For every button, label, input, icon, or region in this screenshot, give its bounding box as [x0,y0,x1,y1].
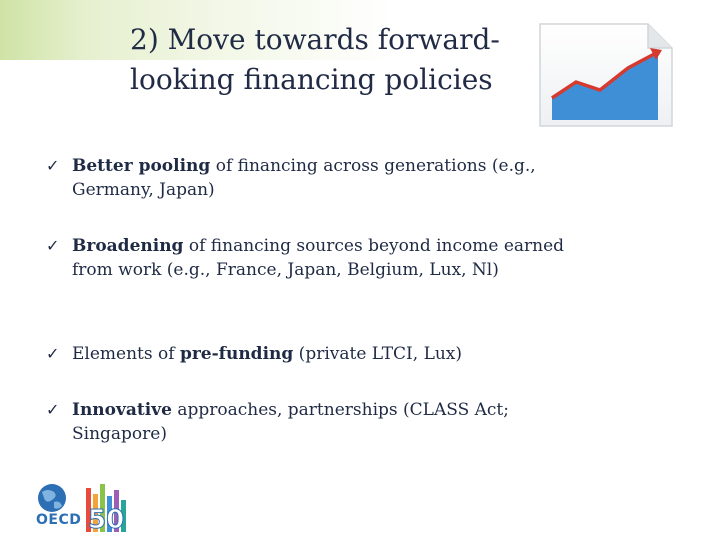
title-line-2: looking financing policies [130,63,493,96]
bullet-text: (private LTCI, Lux) [293,344,463,364]
bullet-bold: Broadening [72,236,184,256]
logo-word: OECD [36,512,82,528]
title-line-1: 2) Move towards forward- [130,23,500,56]
bullet-bold: Better pooling [72,156,211,176]
bullet-text: of financing sources beyond income earned from work (e.g., France, Japan, Belgium, Lux, Nl) [72,236,565,280]
logo-number: 50 [88,505,125,534]
check-icon: ✓ [46,236,60,255]
slide-title [130,20,530,100]
bullet-text: of financing across generations (e.g., Germany, Japan) [72,156,536,200]
bullet-bold: pre-funding [179,344,294,364]
check-icon: ✓ [46,156,60,175]
bullet-prefix: Elements of [72,344,180,364]
check-icon: ✓ [46,344,60,363]
oecd-logo [36,482,136,534]
chart-document-icon [536,20,678,130]
bullet-text: approaches, partnerships (CLASS Act; Singapore) [72,400,509,444]
bullet-bold: Innovative [72,400,172,420]
check-icon: ✓ [46,400,60,419]
